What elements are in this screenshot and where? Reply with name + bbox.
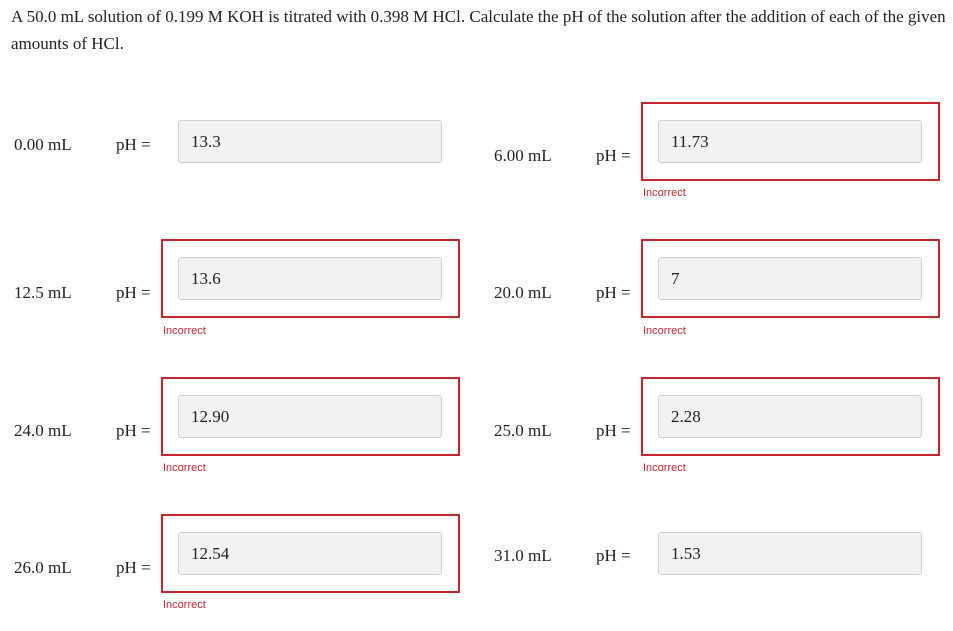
ph-input-5[interactable] xyxy=(658,395,922,438)
ph-input-3[interactable] xyxy=(658,257,922,300)
volume-label-1: 6.00 mL xyxy=(494,146,552,165)
incorrect-feedback-2: Incorrect xyxy=(163,325,206,337)
ph-label-5: pH = xyxy=(596,421,631,440)
incorrect-feedback-1: Incorrect xyxy=(643,187,686,199)
incorrect-feedback-3: Incorrect xyxy=(643,325,686,337)
ph-input-2[interactable] xyxy=(178,257,442,300)
volume-label-2: 12.5 mL xyxy=(14,283,72,302)
volume-label-4: 24.0 mL xyxy=(14,421,72,440)
ph-input-7[interactable] xyxy=(658,532,922,575)
ph-input-6[interactable] xyxy=(178,532,442,575)
ph-label-2: pH = xyxy=(116,283,151,302)
volume-label-5: 25.0 mL xyxy=(494,421,552,440)
incorrect-feedback-6: Incorrect xyxy=(163,599,206,611)
volume-label-7: 31.0 mL xyxy=(494,546,552,565)
ph-label-0: pH = xyxy=(116,135,151,154)
ph-input-4[interactable] xyxy=(178,395,442,438)
incorrect-feedback-5: Incorrect xyxy=(643,462,686,474)
ph-input-1[interactable] xyxy=(658,120,922,163)
volume-label-0: 0.00 mL xyxy=(14,135,72,154)
ph-label-1: pH = xyxy=(596,146,631,165)
question-text: A 50.0 mL solution of 0.199 M KOH is titrated with 0.398 M HCl. Calculate the pH of the solution after the addition of each of the given amounts of HCl. xyxy=(11,7,946,53)
ph-label-3: pH = xyxy=(596,283,631,302)
ph-input-0[interactable] xyxy=(178,120,442,163)
ph-label-7: pH = xyxy=(596,546,631,565)
volume-label-6: 26.0 mL xyxy=(14,558,72,577)
incorrect-feedback-4: Incorrect xyxy=(163,462,206,474)
volume-label-3: 20.0 mL xyxy=(494,283,552,302)
ph-label-4: pH = xyxy=(116,421,151,440)
ph-label-6: pH = xyxy=(116,558,151,577)
